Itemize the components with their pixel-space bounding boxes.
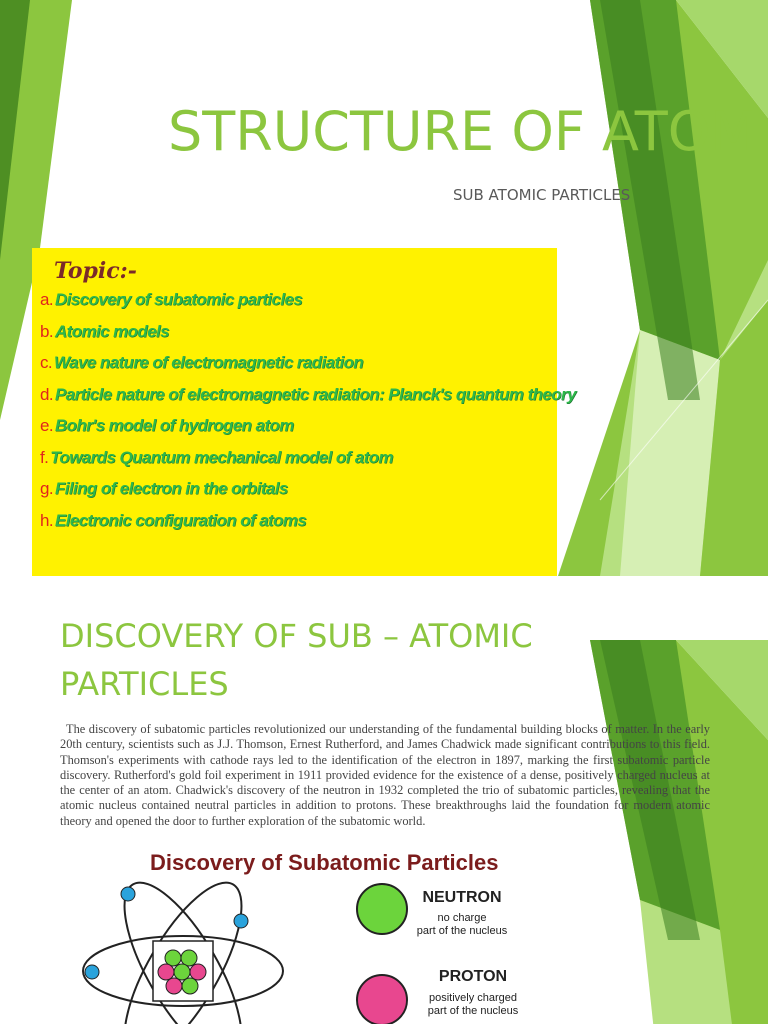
list-item-letter: d. [40, 384, 53, 404]
slide-title: STRUCTURE OF ATOM [168, 100, 757, 163]
list-item-text: Electronic configuration of atoms [54, 510, 307, 530]
list-item [40, 385, 576, 417]
proton-description [393, 992, 553, 1018]
list-item-letter: e. [40, 416, 53, 435]
list-item-text: Bohr's model of hydrogen atom [54, 416, 294, 435]
list-item-text: Atomic models [54, 321, 170, 341]
neutron-description [382, 912, 542, 938]
list-item [40, 353, 576, 385]
topic-heading: Topic:- [54, 258, 137, 284]
list-item-letter: h. [40, 510, 53, 530]
list-item [40, 448, 576, 480]
slide-subtitle: SUB ATOMIC PARTICLES [453, 186, 631, 204]
list-item-letter: g. [40, 479, 53, 498]
list-item-letter: c. [40, 353, 53, 372]
list-item-letter: b. [40, 321, 53, 341]
list-item [40, 416, 576, 448]
list-item-letter: a. [40, 290, 53, 309]
list-item-text: Particle nature of electromagnetic radiation: Planck's quantum theory [54, 384, 576, 404]
list-item [40, 479, 576, 511]
list-item [40, 322, 576, 354]
body-paragraph: The discovery of subatomic particles revolutionized our understanding of the fundamental building blocks of matter. In the early 20th century, scientists such as J.J. Thomson, Ernest Rutherford, and James Chadwick made significant contributions to this field. Thomson's experiments with cathode rays led to the identification of the electron in 1897, marking the first subatomic particle discovery. Rutherford's gold foil experiment in 1911 provided evidence for the existence of a dense, positively charged nucleus at the center of an atom. Chadwick's discovery of the neutron in 1932 completed the trio of subatomic particles, revealing that the atomic nucleus contained neutral particles in addition to protons. These breakthroughs laid the foundation for modern atomic theory and opened the door to further exploration of the subatomic world. [60, 722, 710, 828]
list-item-text: Wave nature of electromagnetic radiation [54, 353, 364, 372]
neutron-desc-line1: no charge [437, 912, 487, 924]
topic-list [40, 290, 576, 542]
list-item [40, 290, 576, 322]
slide-title: DISCOVERY OF SUB – ATOMIC PARTICLES [60, 617, 533, 703]
proton-label: PROTON [438, 968, 508, 985]
neutron-desc-line2: part of the nucleus [416, 925, 508, 937]
list-item-text: Towards Quantum mechanical model of atom [50, 447, 394, 467]
atom-diagram [78, 876, 298, 1024]
figure-title: Discovery of Subatomic Particles [150, 850, 499, 875]
list-item-text: Filing of electron in the orbitals [54, 479, 288, 498]
proton-desc-line2: part of the nucleus [427, 1005, 519, 1017]
topic-box [32, 248, 576, 576]
list-item-letter: f. [40, 447, 49, 467]
list-item-text: Discovery of subatomic particles [54, 290, 303, 309]
proton-desc-line1: positively charged [428, 992, 518, 1004]
neutron-label: NEUTRON [422, 889, 502, 906]
slide-discovery [0, 576, 768, 1024]
list-item [40, 511, 576, 543]
